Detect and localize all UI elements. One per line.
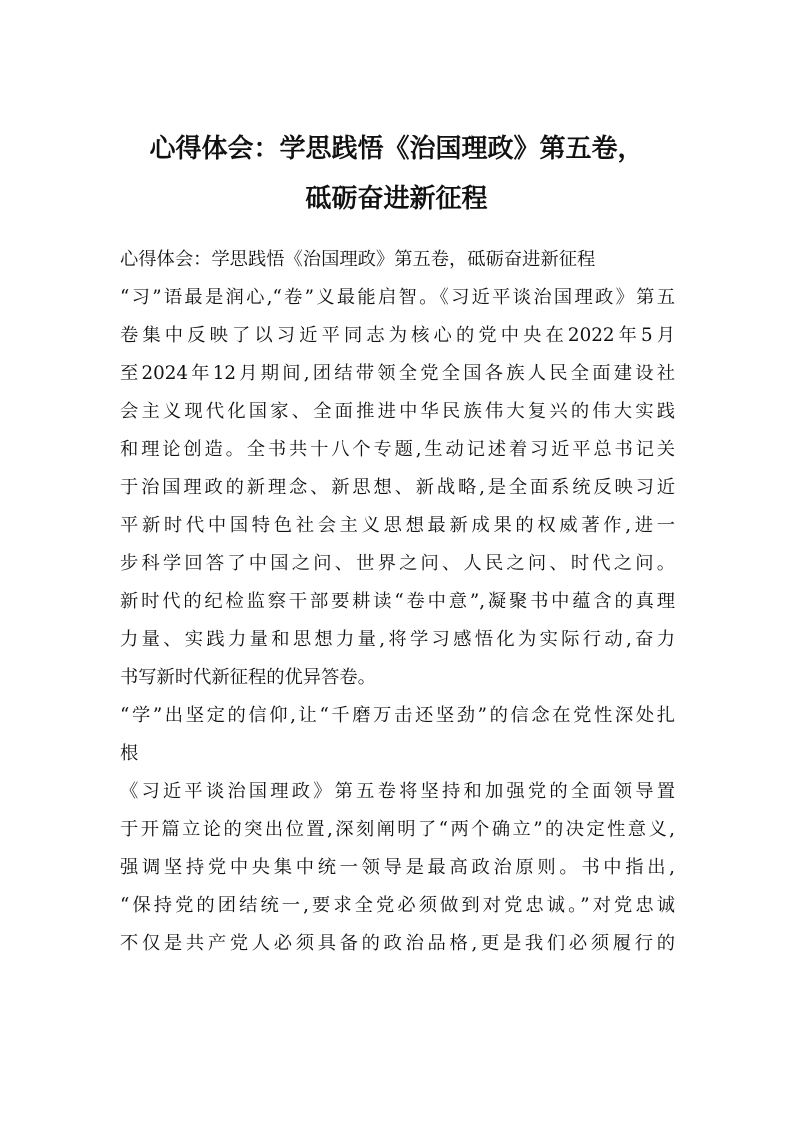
body-line: “习”语最是润心,“卷”义最能启智。《习近平谈治国理政》第五 [120,287,675,308]
body-line: 卷集中反映了以习近平同志为核心的党中央在2022年5月 [120,325,675,346]
body-line: 《习近平谈治国理政》第五卷将坚持和加强党的全面领导置 [120,781,675,802]
body-line: 书写新时代新征程的优异答卷。 [120,667,376,688]
body-line: 力量、实践力量和思想力量,将学习感悟化为实际行动,奋力 [120,629,675,650]
body-line: 新时代的纪检监察干部要耕读“卷中意”,凝聚书中蕴含的真理 [120,591,675,612]
body-line: 不仅是共产党人必须具备的政治品格,更是我们必须履行的 [120,933,675,954]
body-line-subheading: “学”出坚定的信仰,让“千磨万击还坚劲”的信念在党性深处扎 [120,705,675,726]
body-line: 于治国理政的新理念、新思想、新战略,是全面系统反映习近 [120,477,675,498]
document-body [120,241,675,963]
body-line-subheading: 根 [120,743,139,764]
body-line: “保持党的团结统一,要求全党必须做到对党忠诚。”对党忠诚 [120,895,675,916]
title-line-2: 砥砺奋进新征程 [305,184,488,214]
body-line-heading: 心得体会：学思践悟《治国理政》第五卷，砥砺奋进新征程 [120,249,596,270]
body-line: 和理论创造。全书共十八个专题,生动记述着习近平总书记关 [120,439,675,460]
document-title [100,124,693,224]
body-line: 平新时代中国特色社会主义思想最新成果的权威著作,进一 [120,515,675,536]
body-line: 于开篇立论的突出位置,深刻阐明了“两个确立”的决定性意义, [120,819,675,840]
body-line: 至2024年12月期间,团结带领全党全国各族人民全面建设社 [120,363,675,384]
body-line: 会主义现代化国家、全面推进中华民族伟大复兴的伟大实践 [120,401,675,422]
body-line: 步科学回答了中国之问、世界之问、人民之问、时代之问。 [120,553,675,574]
title-line-1: 心得体会：学思践悟《治国理政》第五卷， [149,134,644,164]
body-line: 强调坚持党中央集中统一领导是最高政治原则。书中指出, [120,857,675,878]
